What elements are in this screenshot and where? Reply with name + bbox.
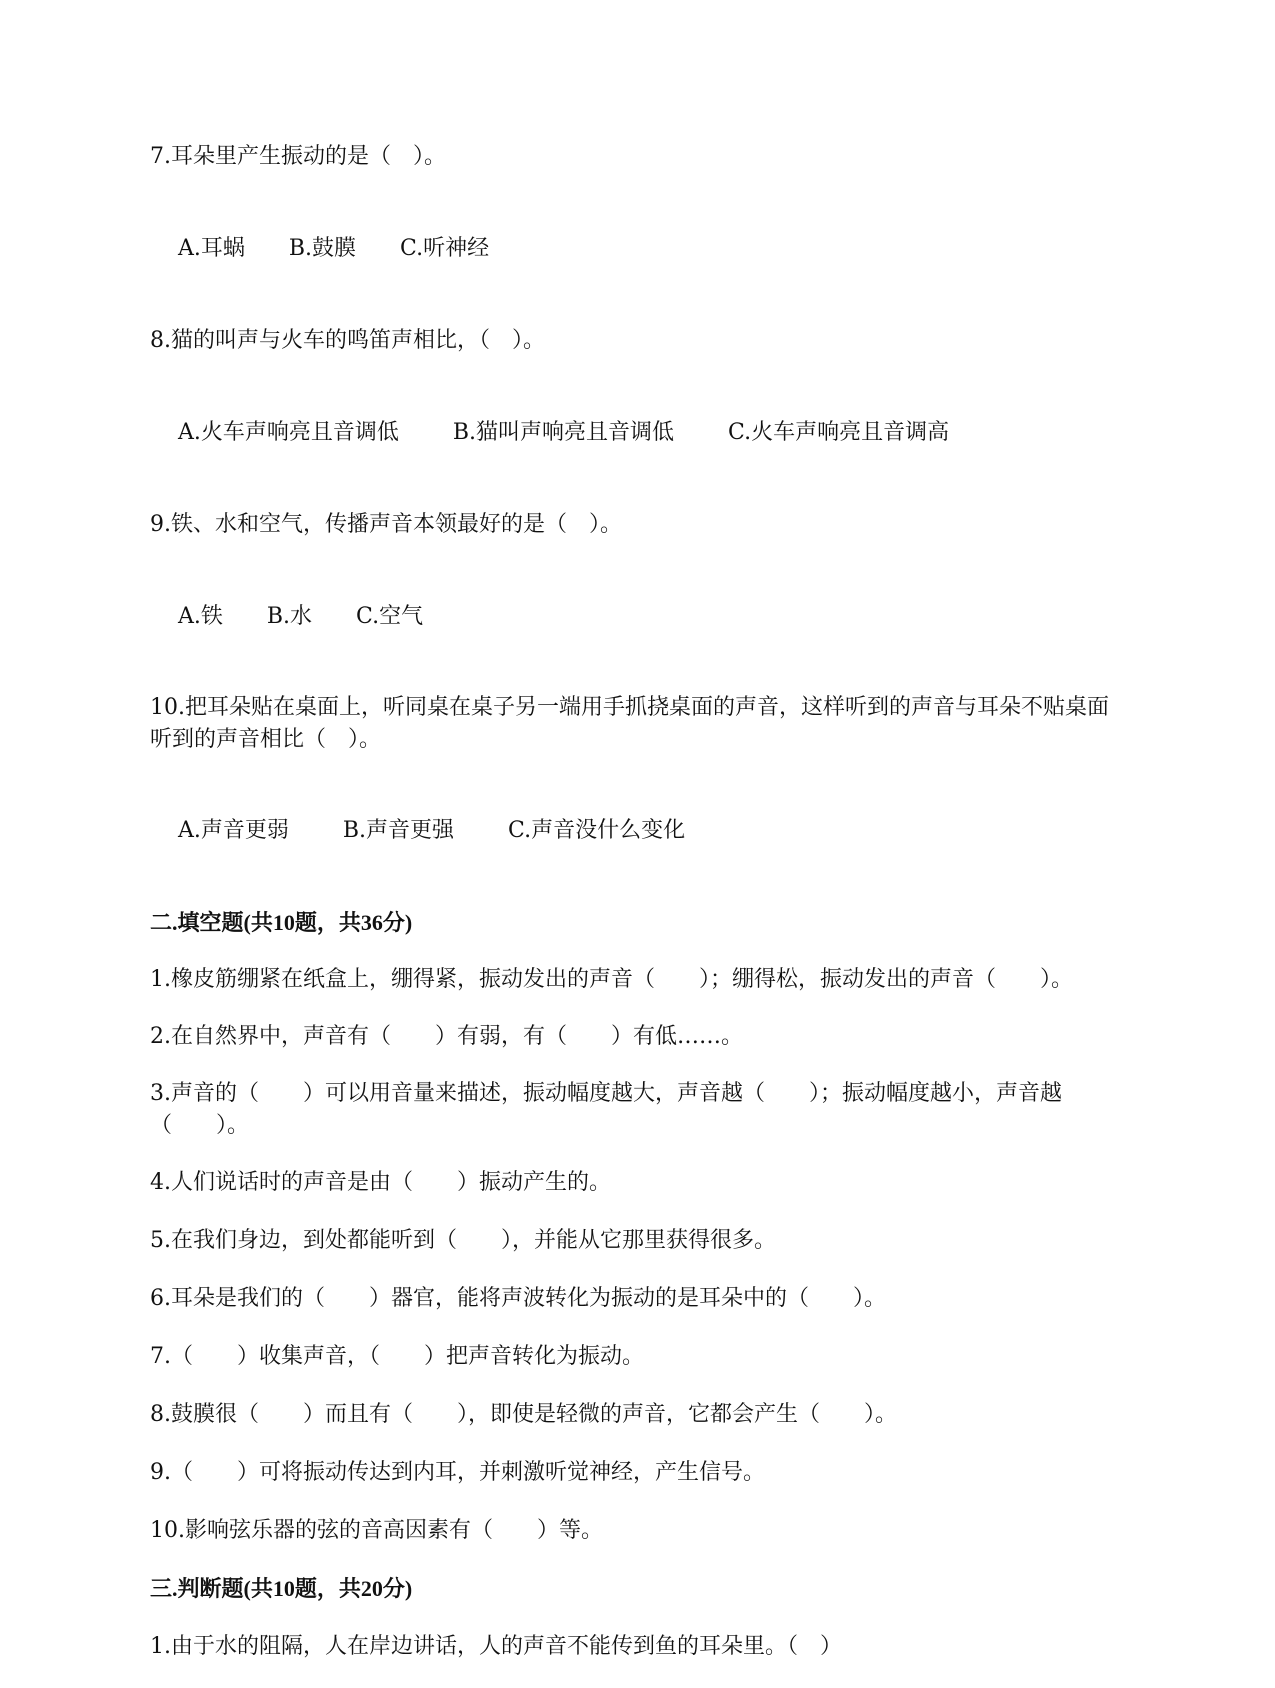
option-a: A.火车声响亮且音调低 xyxy=(177,420,399,445)
question-stem: 7.耳朵里产生振动的是（ ）。 xyxy=(150,144,446,169)
option-b: B.声音更强 xyxy=(342,818,455,843)
fill-in-item: 2.在自然界中，声音有（ ）有弱，有（ ）有低……。 xyxy=(150,1024,743,1049)
option-c: C.空气 xyxy=(356,604,424,629)
fill-in-item: 6.耳朵是我们的（ ）器官，能将声波转化为振动的是耳朵中的（ ）。 xyxy=(150,1286,886,1311)
question-options xyxy=(150,382,1130,484)
fill-in-item: 9.（ ）可将振动传达到内耳，并刺激听觉神经，产生信号。 xyxy=(150,1460,765,1485)
question-stem: 9.铁、水和空气，传播声音本领最好的是（ ）。 xyxy=(150,512,622,537)
fill-in-item: 5.在我们身边，到处都能听到（ ），并能从它那里获得很多。 xyxy=(150,1228,776,1253)
exam-page xyxy=(150,140,1130,1688)
fill-in-item: 4.人们说话时的声音是由（ ）振动产生的。 xyxy=(150,1170,611,1195)
option-c: C.听神经 xyxy=(400,236,490,261)
fill-in-item: 10.影响弦乐器的弦的音高因素有（ ）等。 xyxy=(150,1518,603,1543)
option-a: A.耳蜗 xyxy=(177,236,245,261)
fill-in-item: 8.鼓膜很（ ）而且有（ ），即使是轻微的声音，它都会产生（ ）。 xyxy=(150,1402,897,1427)
question-stem: 10.把耳朵贴在桌面上，听同桌在桌子另一端用手抓挠桌面的声音，这样听到的声音与耳朵不贴桌面听到的声音相比（ ）。 xyxy=(150,695,1109,752)
option-c: C.火车声响亮且音调高 xyxy=(728,420,950,445)
fill-in-item: 7.（ ）收集声音，（ ）把声音转化为振动。 xyxy=(150,1344,644,1369)
option-a: A.铁 xyxy=(177,604,223,629)
option-c: C.声音没什么变化 xyxy=(508,818,686,843)
fill-in-item: 3.声音的（ ）可以用音量来描述，振动幅度越大，声音越（ ）；振动幅度越小，声音越（ ）。 xyxy=(150,1081,1062,1138)
question-options xyxy=(150,780,1130,882)
option-b: B.鼓膜 xyxy=(288,236,357,261)
option-b: B.水 xyxy=(266,604,313,629)
section-heading-fill-in: 二.填空题(共10题，共36分) xyxy=(150,910,413,935)
question-options xyxy=(150,566,1130,668)
question-stem: 8.猫的叫声与火车的鸣笛声相比，（ ）。 xyxy=(150,328,545,353)
option-b: B.猫叫声响亮且音调低 xyxy=(452,420,675,445)
option-a: A.声音更弱 xyxy=(177,818,289,843)
section-heading-true-false: 三.判断题(共10题，共20分) xyxy=(150,1576,413,1601)
true-false-item: 1.由于水的阻隔，人在岸边讲话，人的声音不能传到鱼的耳朵里。（ ） xyxy=(150,1634,842,1659)
fill-in-item: 1.橡皮筋绷紧在纸盒上，绷得紧，振动发出的声音（ ）；绷得松，振动发出的声音（ ）。 xyxy=(150,967,1073,992)
question-options xyxy=(150,198,1130,300)
